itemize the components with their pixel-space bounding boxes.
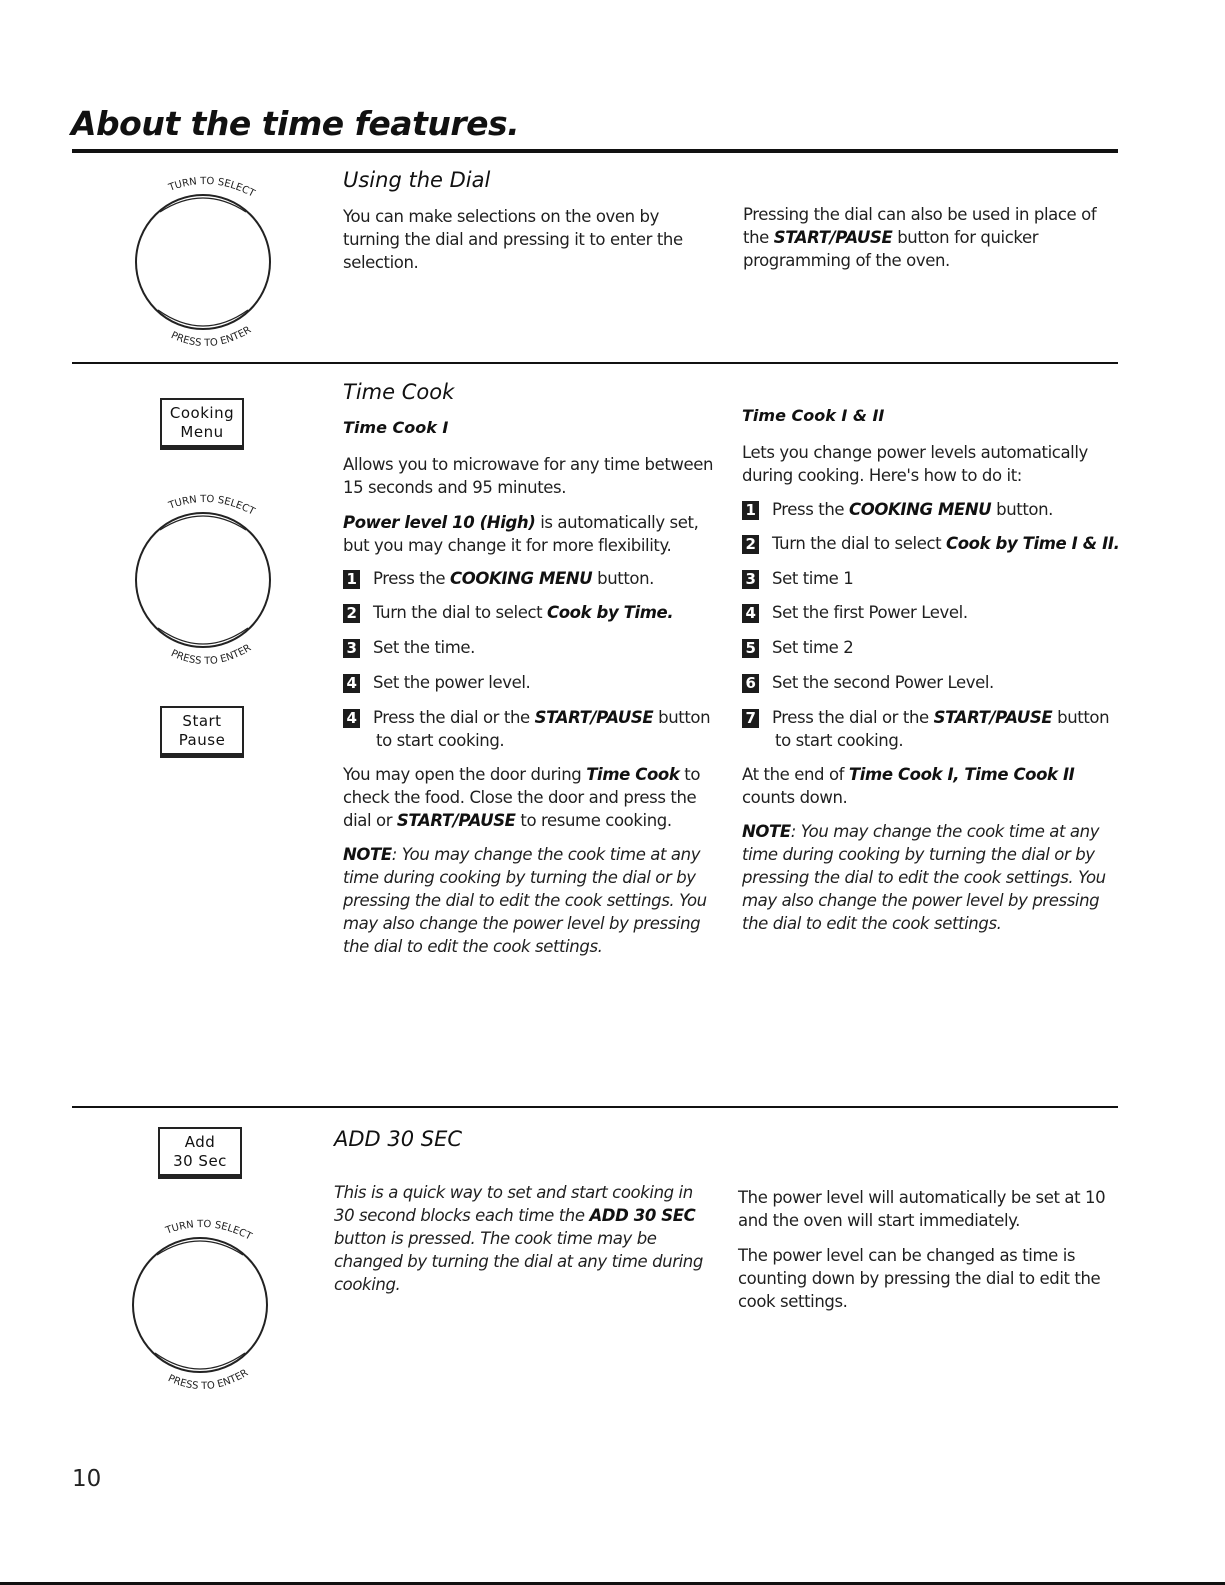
dial-illustration — [130, 170, 280, 370]
dial-top-label: TURN TO SELECT — [167, 175, 257, 200]
add-30-sec-left-text: This is a quick way to set and start cooking in 30 second blocks each time the ADD 30 SEC button is pressed. The cook time may be changed by turning the dial at any time during cooking. — [334, 1183, 703, 1294]
add-30-sec-heading: ADD 30 SEC — [334, 1127, 463, 1151]
start-pause-button-illustration: Start Pause — [160, 706, 244, 758]
time-cook-1-intro: Allows you to microwave for any time between 15 seconds and 95 minutes. — [343, 455, 714, 497]
time-cook-2-note: NOTE: You may change the cook time at any time during cooking by turning the dial or by pressing the dial to edit the cook settings. You may also change the power level by pressing the dial to edit the cook settings. — [742, 822, 1106, 933]
svg-text:TURN TO SELECT: TURN TO SELECT — [164, 1218, 254, 1243]
time-cook-2-intro: Lets you change power levels automatically during cooking. Here's how to do it: — [742, 443, 1088, 485]
time-cook-1-power: Power level 10 (High) is automatically set, but you may change it for more flexibility. — [343, 513, 699, 555]
dial-illustration-2 — [130, 488, 280, 688]
time-cook-1-note: NOTE: You may change the cook time at any time during cooking by turning the dial or by pressing the dial to edit the cook settings. You may also change the power level by pressing the dial to edit the cook settings. — [343, 845, 707, 956]
title-rule — [72, 149, 1118, 153]
svg-text:TURN TO SELECT: TURN TO SELECT — [167, 493, 257, 518]
dial-illustration-3 — [127, 1213, 277, 1413]
using-dial-heading: Using the Dial — [343, 168, 491, 192]
section-rule-2 — [72, 1106, 1118, 1108]
time-cook-1-door-text: You may open the door during Time Cook to check the food. Close the door and press the dial or START/PAUSE to resume cooking. — [343, 765, 701, 830]
add-30-sec-right-text-2: The power level can be changed as time is counting down by pressing the dial to edit the cook settings. — [738, 1246, 1101, 1311]
svg-text:PRESS TO ENTER: PRESS TO ENTER — [169, 642, 254, 668]
time-cook-2-end-text: At the end of Time Cook I, Time Cook II counts down. — [742, 765, 1075, 807]
cooking-menu-button-illustration: Cooking Menu — [160, 398, 244, 450]
page-title: About the time features. — [71, 104, 520, 143]
time-cook-1-subheading: Time Cook I — [343, 418, 449, 437]
dial-bottom-label: PRESS TO ENTER — [169, 324, 254, 350]
svg-text:PRESS TO ENTER: PRESS TO ENTER — [166, 1367, 251, 1393]
section-rule-1 — [72, 362, 1118, 364]
page-number: 10 — [72, 1466, 102, 1492]
using-dial-left-text: You can make selections on the oven by turning the dial and pressing it to enter the selection. — [343, 207, 683, 272]
time-cook-2-subheading: Time Cook I & II — [742, 406, 885, 425]
time-cook-heading: Time Cook — [343, 380, 455, 404]
using-dial-right-text: Pressing the dial can also be used in place of the START/PAUSE button for quicker programming of the oven. — [743, 205, 1097, 270]
add-30-sec-right-text-1: The power level will automatically be set at 10 and the oven will start immediately. — [738, 1188, 1106, 1230]
add-30-sec-button-illustration: Add 30 Sec — [158, 1127, 242, 1179]
